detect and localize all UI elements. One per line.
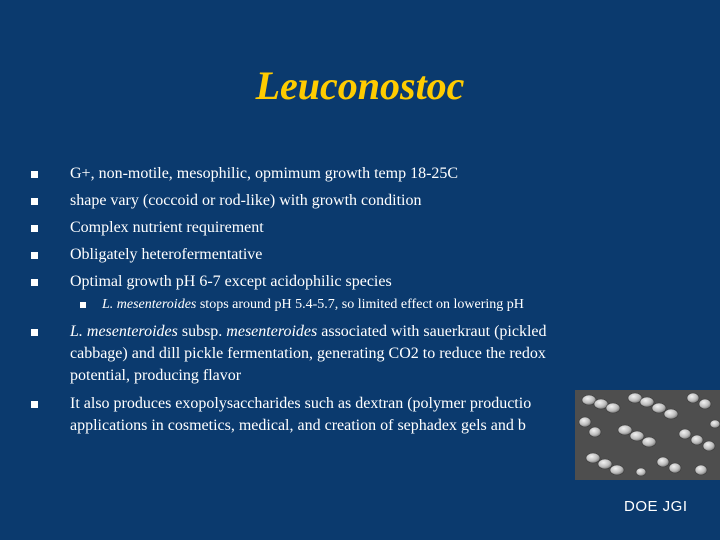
bullet-item	[70, 163, 630, 185]
bullet-text: G+, non-motile, mesophilic, opmimum growth temp 18-25C	[70, 165, 459, 182]
square-bullet-icon	[31, 329, 38, 336]
bullet-item	[70, 321, 630, 387]
square-bullet-icon	[31, 171, 38, 178]
bullet-text: associated with sauerkraut (pickled	[317, 323, 547, 340]
sub-bullet-item	[102, 295, 622, 315]
bullet-text: cabbage) and dill pickle fermentation, generating CO2 to reduce the redox	[70, 345, 546, 362]
species-name: L. mesenteroides	[70, 323, 178, 340]
image-credit: DOE JGI	[624, 498, 688, 515]
bullet-text: Complex nutrient requirement	[70, 219, 264, 236]
square-bullet-icon	[31, 252, 38, 259]
sub-bullet-text: stops around pH 5.4-5.7, so limited effect on lowering pH	[196, 297, 524, 312]
square-bullet-icon	[31, 198, 38, 205]
bullet-item	[70, 271, 630, 293]
bullet-text: It also produces exopolysaccharides such as dextran (polymer productio	[70, 395, 532, 412]
square-bullet-icon	[31, 401, 38, 408]
species-name: L. mesenteroides	[102, 297, 197, 312]
slide-title: Leuconostoc	[255, 63, 465, 108]
bullet-text: subsp.	[177, 323, 227, 340]
subspecies-name: mesenteroides	[226, 323, 318, 340]
micrograph-picture	[575, 390, 720, 480]
bullet-text: potential, producing flavor	[70, 367, 242, 384]
micrograph-image	[575, 390, 720, 480]
bullet-text: Obligately heterofermentative	[70, 246, 263, 263]
square-bullet-icon	[31, 279, 38, 286]
bullet-item	[70, 393, 630, 437]
square-bullet-icon	[80, 302, 86, 308]
bullet-item	[70, 217, 630, 239]
bullet-text: shape vary (coccoid or rod-like) with growth condition	[70, 192, 422, 209]
bullet-item	[70, 244, 630, 266]
bullet-item	[70, 190, 630, 212]
bullet-text: Optimal growth pH 6-7 except acidophilic species	[70, 273, 392, 290]
bullet-text: applications in cosmetics, medical, and creation of sephadex gels and b	[70, 417, 526, 434]
square-bullet-icon	[31, 225, 38, 232]
